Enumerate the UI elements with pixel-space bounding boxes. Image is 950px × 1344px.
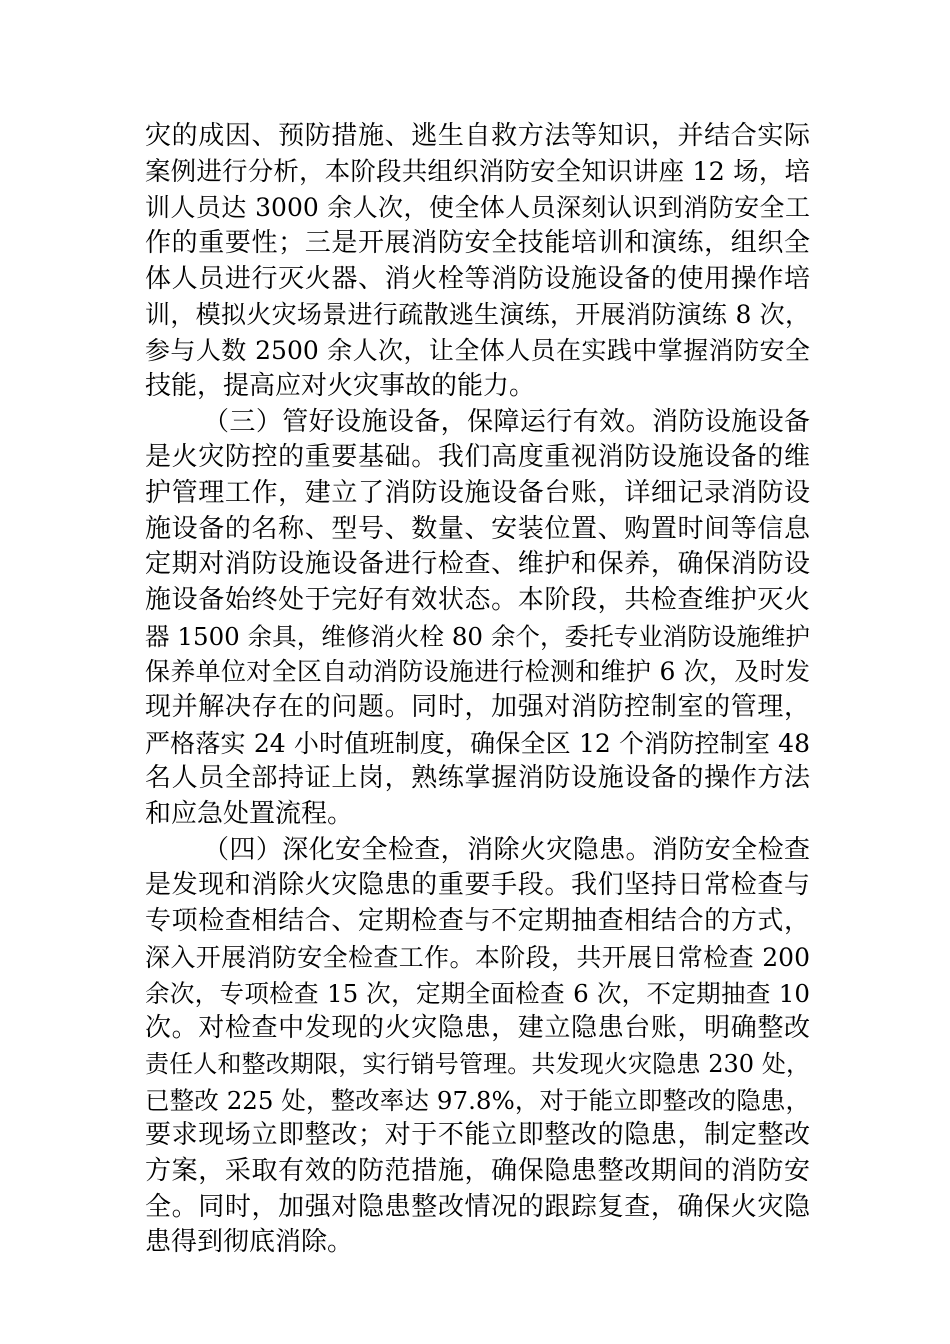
paragraph-line: 现并解决存在的问题。同时，加强对消防控制室的管理， [145,692,810,722]
paragraph-line: 器 1500 余具，维修消火栓 80 余个，委托专业消防设施维护 [145,621,810,651]
paragraph-line: 深入开展消防安全检查工作。本阶段，共开展日常检查 200 [145,942,810,972]
paragraph-line: 余次，专项检查 15 次，定期全面检查 6 次，不定期抽查 10 [145,978,810,1008]
paragraph-line: 定期对消防设施设备进行检查、维护和保养，确保消防设 [145,549,810,580]
paragraph-line: 保养单位对全区自动消防设施进行检测和维护 6 次，及时发 [145,657,810,687]
paragraph-line: 案例进行分析，本阶段共组织消防安全知识讲座 12 场，培 [145,156,810,187]
paragraph-line: 患得到彻底消除。 [145,1227,354,1258]
paragraph-line: 和应急处置流程。 [145,799,354,830]
paragraph-line: 专项检查相结合、定期检查与不定期抽查相结合的方式， [145,906,810,937]
paragraph-line: 护管理工作，建立了消防设施设备台账，详细记录消防设 [145,477,810,508]
paragraph-line: 是发现和消除火灾隐患的重要手段。我们坚持日常检查与 [145,870,810,901]
paragraph-line: 已整改 225 处，整改率达 97.8%，对于能立即整改的隐患， [145,1085,810,1115]
paragraph-line: 训人员达 3000 余人次，使全体人员深刻认识到消防安全工 [145,193,810,223]
paragraph-line: 施设备的名称、型号、数量、安装位置、购置时间等信息 [145,513,810,544]
paragraph-line: 参与人数 2500 余人次，让全体人员在实践中掌握消防安全 [145,336,810,366]
section-heading-line: （三）管好设施设备，保障运行有效。消防设施设备 [203,406,810,437]
section-heading-line: （四）深化安全检查，消除火灾隐患。消防安全检查 [203,834,810,865]
paragraph-line: 灾的成因、预防措施、逃生自救方法等知识，并结合实际 [145,121,810,151]
paragraph-line: 全。同时，加强对隐患整改情况的跟踪复查，确保火灾隐 [145,1191,810,1222]
paragraph-line: 责任人和整改期限，实行销号管理。共发现火灾隐患 230 处， [145,1049,810,1078]
paragraph-line: 是火灾防控的重要基础。我们高度重视消防设施设备的维 [145,442,810,473]
paragraph-line: 施设备始终处于完好有效状态。本阶段，共检查维护灭火 [145,584,810,615]
paragraph-line: 体人员进行灭火器、消火栓等消防设施设备的使用操作培 [145,263,810,294]
document-body [145,119,810,1261]
paragraph-line: 训，模拟火灾场景进行疏散逃生演练，开展消防演练 8 次， [145,300,810,330]
paragraph-line: 技能，提高应对火灾事故的能力。 [145,370,536,401]
paragraph-line: 次。对检查中发现的火灾隐患，建立隐患台账，明确整改 [145,1013,810,1044]
paragraph-line: 方案，采取有效的防范措施，确保隐患整改期间的消防安 [145,1155,810,1186]
paragraph-line: 作的重要性；三是开展消防安全技能培训和演练，组织全 [145,228,810,259]
paragraph-line: 严格落实 24 小时值班制度，确保全区 12 个消防控制室 48 [145,728,810,758]
paragraph-line: 名人员全部持证上岗，熟练掌握消防设施设备的操作方法 [145,763,810,794]
paragraph-line: 要求现场立即整改；对于不能立即整改的隐患，制定整改 [145,1120,810,1151]
